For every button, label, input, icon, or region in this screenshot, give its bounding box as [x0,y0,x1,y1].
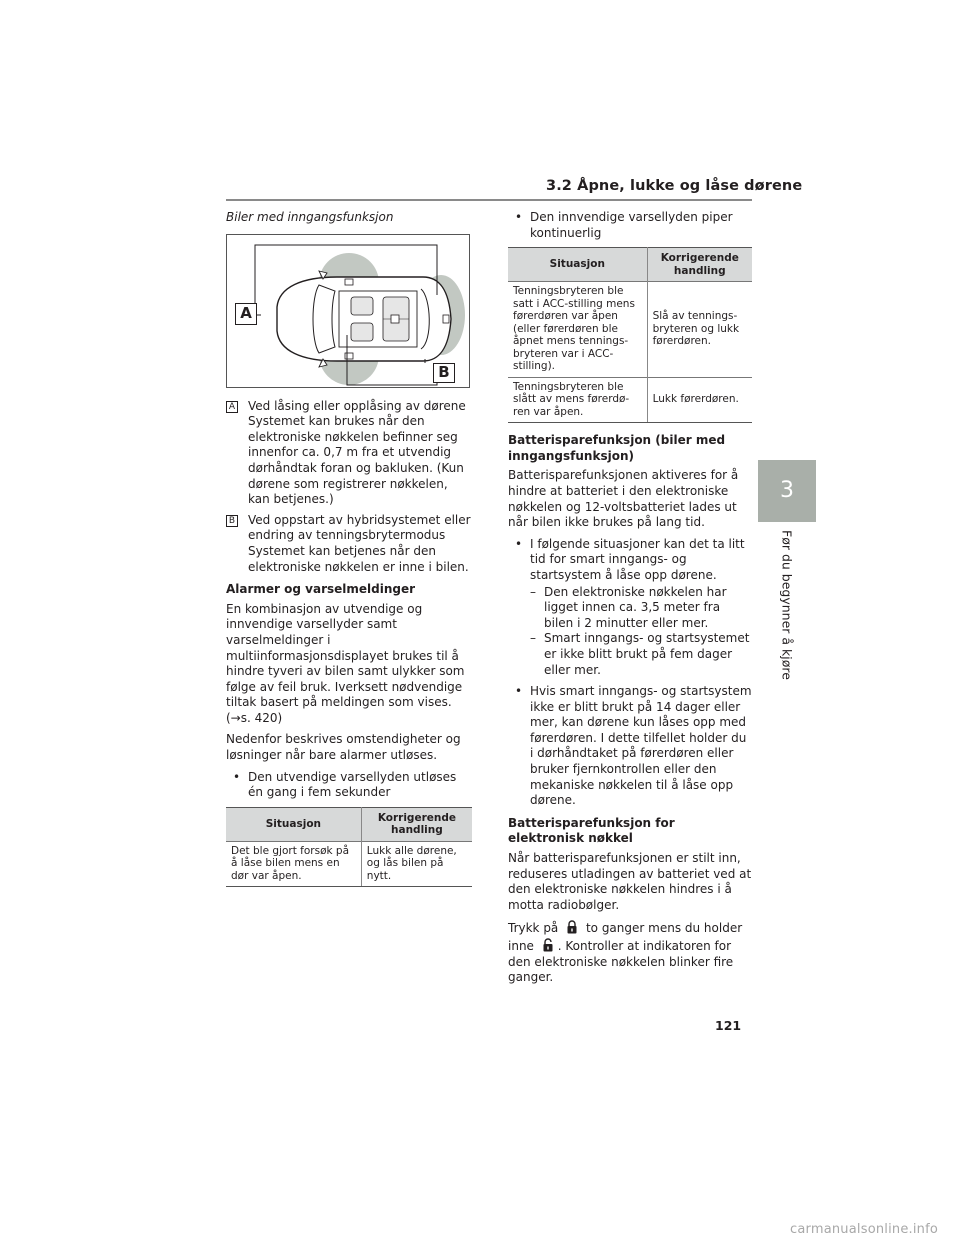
heading-battery-saver: Batterisparefunksjon (biler med inngangsfunksjon) [508,433,726,463]
paragraph-circumstances: Nedenfor beskrives omstendigheter og løsninger når bare alarmer utløses. [226,732,461,763]
left-column [226,210,472,897]
instruction-text-c: . Kontroller at indikatoren for den elektroniske nøkkelen blinker fire ganger. [508,939,734,985]
table-cell-situation: Det ble gjort forsøk på å låse bilen mens en dør var åpen. [226,841,361,887]
antenna-front-left [345,279,353,285]
bullet-exterior-buzzer: • Den utvendige varsellyden utløses én gang i fem sekunder [226,770,472,801]
antenna-interior [391,315,399,323]
table-header-row [508,248,752,282]
seat-front-left [351,297,373,315]
table-header-action: Korrigerende handling [361,807,472,841]
paragraph-alarms: En kombinasjon av utvendige og innvendige varsellyder samt varselmeldinger i multiinformasjonsdisplayet brukes til å hindre tyveri av bilen samt ulykker som følge av feil bruk. Iverksett nødvendige tiltak basert på meldingen som vises. (→s. 420) [226,601,465,725]
instruction-text-b: to ganger mens du holder inne [508,921,743,953]
table-cell-action: Lukk førerdøren. [647,377,752,423]
instruction-text-a: Trykk på [508,921,559,936]
watermark: carmanualsonline.info [790,1222,939,1237]
bullet-list-exterior [226,770,472,801]
bullet-unlock-delay-text: I følgende situasjoner kan det ta litt tid for smart inngangs- og startsystem å låse opp dørene. [530,536,745,582]
right-column [508,210,752,992]
label-box-a: A [226,401,238,413]
bullet-interior-buzzer: • Den innvendige varsellyden piper kontinuerlig [508,210,752,241]
dash-list [530,585,752,679]
label-box-b: B [226,515,238,527]
label-item-b-text: Ved oppstart av hybridsystemet eller endring av tenningsbrytermodus Systemet kan betjenes når den elektroniske nøkkelen er inne i bilen. [248,512,471,574]
bullet-unlock-delay [508,537,752,678]
figure-label-a-text: A [240,303,252,322]
table-row [508,377,752,423]
dash-item-key-nearby: – Den elektroniske nøkkelen har ligget innen ca. 3,5 meter fra bilen i 2 minutter eller mer. [530,585,752,632]
table-row [226,841,472,887]
table-header-action: Korrigerende handling [647,248,752,282]
windshield [313,285,335,353]
seat-front-right [351,323,373,341]
bullet-14-days: • Hvis smart inngangs- og startsystem ikke er blitt brukt på 14 dager eller mer, kan dørene kun låses opp med førerdøren. I dette tilfellet holder du i dørhåndtaket på førerdøren eller bruker fjernkontrollen eller den mekaniske nøkkelen til å låse opp dørene. [508,684,752,809]
car-diagram [226,234,470,388]
heading-alarms: Alarmer og varselmeldinger [226,582,416,597]
bullet-list-interior [508,210,752,241]
table-exterior-buzzer [226,807,472,888]
label-item-a [226,399,472,508]
label-item-a-text: Ved låsing eller opplåsing av dørene Systemet kan brukes når den elektroniske nøkkelen befinner seg innenfor ca. 0,7 m fra et utvendig dørhåndtak foran og bakluken. (Kun dørene som registrerer nøkkelen, kan betjenes.) [248,398,466,507]
antenna-front-right [345,353,353,359]
heading-key-battery-saver: Batterisparefunksjon for elektronisk nøkkel [508,815,675,846]
header-rule [226,199,752,201]
chapter-title [762,530,812,690]
paragraph-battery-saver: Batterisparefunksjonen aktiveres for å hindre at batteriet i den elektroniske nøkkelen og 12-voltsbatteriet lades ut når bilen ikke brukes på lang tid. [508,468,739,530]
paragraph-key-battery-saver: Når batterisparefunksjonen er stilt inn, reduseres utladingen av batteriet ved at den elektroniske nøkkelen hindres i å motta radiobølger. [508,851,752,912]
table-header-situation: Situasjon [508,248,647,282]
unlock-button-icon [540,937,556,953]
section-header: 3.2 Åpne, lukke og låse dørene [546,178,803,194]
car-body [277,277,451,361]
figure-caption: Biler med inngangsfunksjon [226,210,394,224]
dash-item-not-used: – Smart inngangs- og startsystemet er ikke blitt brukt på fem dager eller mer. [530,631,752,678]
chapter-tab: 3 [758,460,816,522]
table-cell-situation: Tenningsbryteren ble satt i ACC-stilling mens førerdøren var åpen (eller førerdøren ble åpnet mens tennings-bryteren var i ACC-stilling). [508,282,647,378]
label-item-b [226,513,472,575]
lock-button-icon [564,919,580,935]
table-cell-situation: Tenningsbryteren ble slått av mens førerdø-ren var åpen. [508,377,647,423]
table-header-row [226,807,472,841]
figure-label-b [433,363,455,383]
figure-label-a [235,303,257,325]
antenna-rear [443,315,449,323]
page-number: 121 [715,1018,742,1033]
paragraph-instructions [508,919,752,985]
table-cell-action: Slå av tennings-bryteren og lukk førerdøren. [647,282,752,378]
table-interior-buzzer [508,247,752,423]
bullet-list-battery [508,537,752,809]
table-cell-action: Lukk alle dørene, og lås bilen på nytt. [361,841,472,887]
chapter-title-text: Før du begynner å kjøre [779,530,795,680]
table-row [508,282,752,378]
figure-label-b-text: B [438,362,450,381]
table-header-situation: Situasjon [226,807,361,841]
